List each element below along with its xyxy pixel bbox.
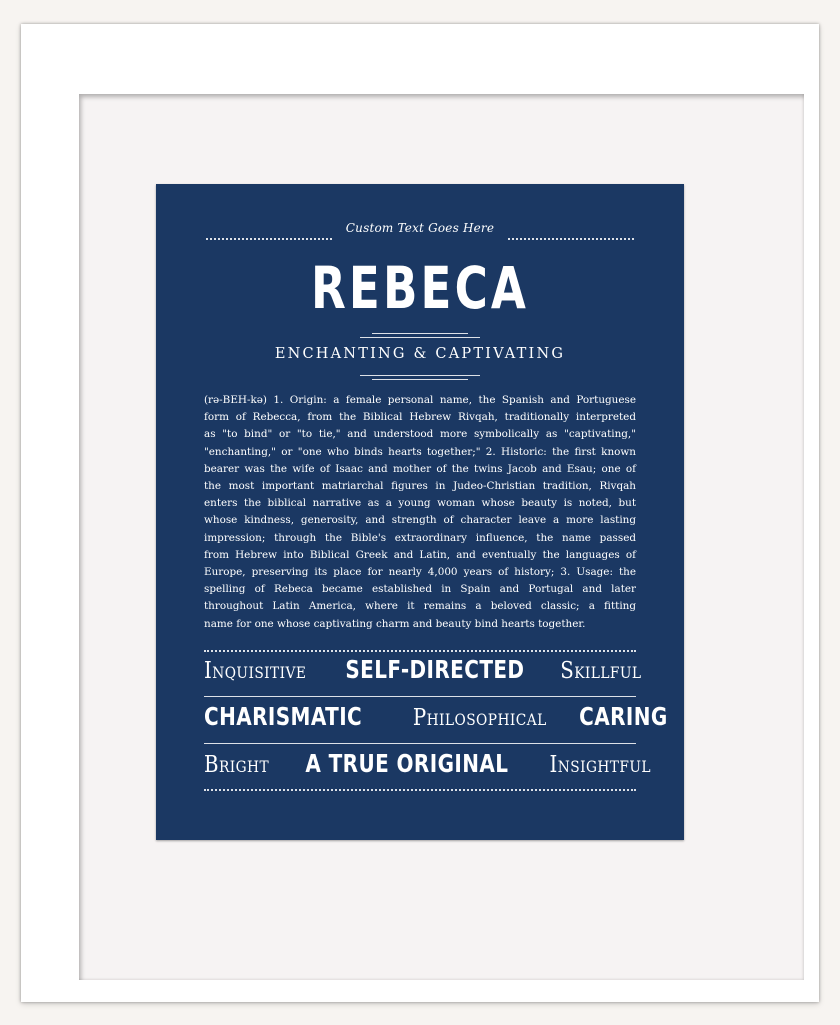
subtitle-underline-rule-2: [372, 379, 468, 380]
trait-word: CARING: [579, 702, 668, 731]
traits-bottom-dotted-rule: [204, 789, 636, 791]
trait-word: Bright: [204, 752, 270, 778]
trait-word: Skillful: [560, 658, 642, 684]
name-underline-rule: [372, 333, 468, 334]
definition-line: enters the biblical narrative as a young woman whose beauty is noted, but: [204, 497, 636, 510]
top-left-dotted-rule: [206, 238, 332, 240]
trait-row-2: [204, 702, 668, 738]
subtitle-underline-rule: [360, 375, 480, 376]
print-name: REBECA: [310, 254, 530, 322]
definition-line: form of Rebecca, from the Biblical Hebrew Rivqah, traditionally interpreted: [204, 411, 636, 424]
traits-top-dotted-rule: [204, 650, 636, 652]
definition-line: name for one whose captivating charm and beauty bind hearts together.: [204, 617, 586, 630]
trait-word: A TRUE ORIGINAL: [305, 749, 509, 778]
name-underline-rule-2: [360, 337, 480, 338]
trait-row-3: [204, 749, 652, 785]
top-right-dotted-rule: [508, 238, 634, 240]
definition-line: from Hebrew into Biblical Greek and Latin, and eventually the languages of: [204, 548, 636, 561]
name-definition: [204, 392, 636, 633]
definition-line: the most important matriarchal figures in Judeo-Christian tradition, Rivqah: [204, 480, 636, 493]
trait-word: CHARISMATIC: [204, 702, 363, 731]
definition-line: whose kindness, generosity, and strength of character leave a more lasting: [204, 514, 636, 527]
custom-text: Custom Text Goes Here: [345, 221, 495, 235]
trait-word: Inquisitive: [204, 658, 307, 684]
definition-line: bearer was the wife of Isaac and mother of the twins Jacob and Esau; one of: [204, 462, 636, 475]
trait-word: Insightful: [549, 752, 652, 778]
print-subtitle: ENCHANTING & CAPTIVATING: [274, 346, 566, 362]
definition-line: impression; through the Bible's extraordinary influence, the name passed: [204, 531, 636, 544]
definition-line: spelling of Rebeca became established in Spain and Portugal and later: [204, 583, 636, 596]
trait-row-1: [204, 655, 642, 691]
definition-line: as "to bind" or "to tie," and understood more symbolically as "captivating,": [204, 428, 636, 441]
definition-line: throughout Latin America, where it remains a beloved classic; a fitting: [204, 600, 636, 613]
trait-divider-1: [204, 696, 636, 697]
trait-divider-2: [204, 743, 636, 744]
definition-line: "enchanting," or "one who binds hearts together;" 2. Historic: the first known: [204, 445, 636, 458]
name-print: [156, 184, 684, 840]
definition-line: Europe, preserving its place for nearly 4,000 years of history; 3. Usage: the: [204, 566, 636, 579]
trait-word: Philosophical: [412, 705, 547, 731]
definition-line: (rə-BEH-kə) 1. Origin: a female personal name, the Spanish and Portuguese: [204, 394, 636, 406]
trait-word: SELF-DIRECTED: [345, 655, 525, 684]
